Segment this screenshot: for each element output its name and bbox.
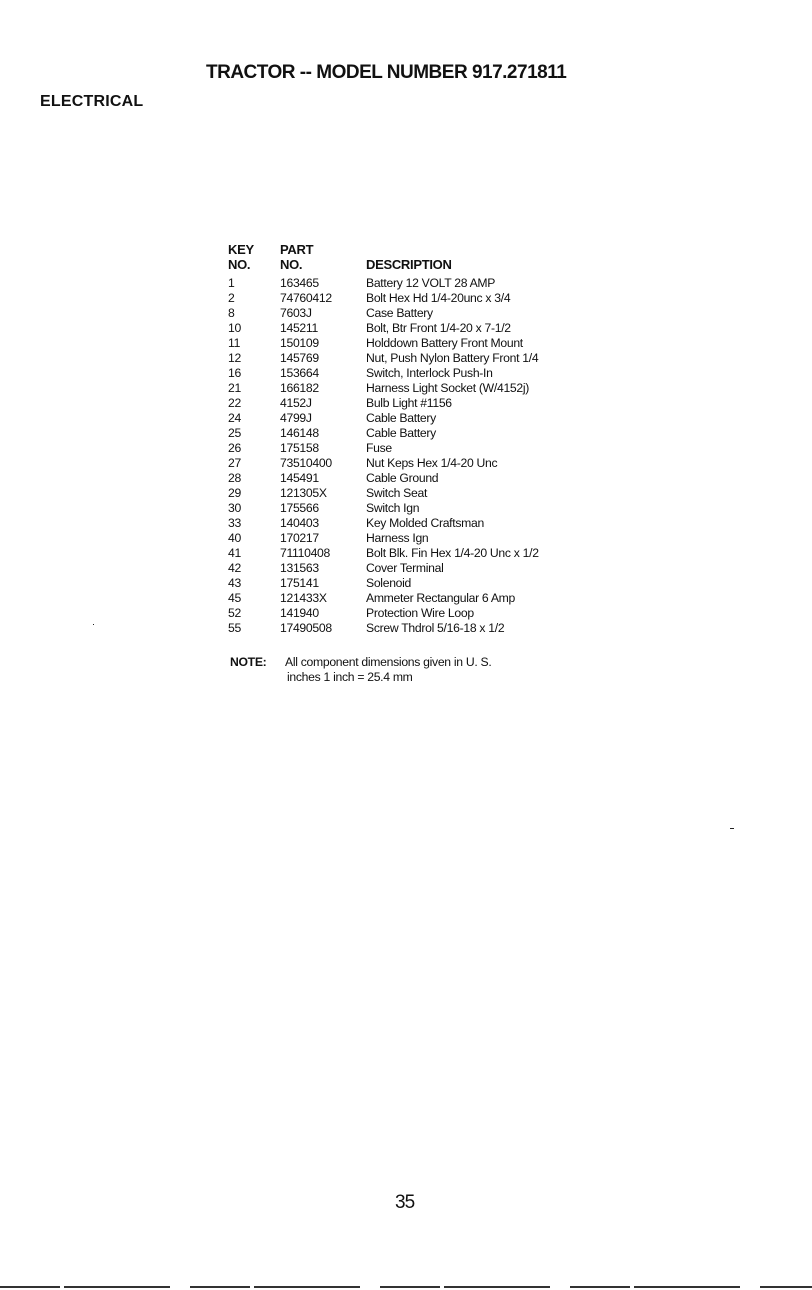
part-cell: 145211 (280, 321, 318, 335)
part-cell: 163465 (280, 276, 319, 290)
description-cell: Cable Ground (366, 471, 439, 485)
description-cell: Solenoid (366, 576, 412, 590)
description-cell: Harness Ign (366, 531, 429, 545)
key-cell: 11 (228, 336, 241, 350)
part-cell: 150109 (280, 336, 319, 350)
part-cell: 71110408 (280, 546, 331, 560)
bottom-scan-edge (0, 1286, 812, 1288)
description-cell: Switch Seat (366, 486, 428, 500)
key-cell: 8 (228, 306, 235, 320)
note-label: NOTE: (230, 655, 267, 669)
part-cell: 140403 (280, 516, 319, 530)
description-cell: Cover Terminal (366, 561, 444, 575)
key-cell: 21 (228, 381, 241, 395)
description-cell: Fuse (366, 441, 392, 455)
part-cell: 146148 (280, 426, 319, 440)
part-cell: 73510400 (280, 456, 332, 470)
key-cell: 25 (228, 426, 241, 440)
key-header-no: NO. (228, 257, 251, 272)
description-cell: Nut Keps Hex 1/4-20 Unc (366, 456, 498, 470)
key-cell: 30 (228, 501, 241, 515)
part-cell: 131563 (280, 561, 319, 575)
key-cell: 2 (228, 291, 235, 305)
part-cell: 145491 (280, 471, 319, 485)
description-cell: Harness Light Socket (W/4152j) (366, 381, 530, 395)
key-cell: 40 (228, 531, 241, 545)
part-cell: 17490508 (280, 621, 332, 635)
description-cell: Bulb Light #1156 (366, 396, 452, 410)
key-cell: 16 (228, 366, 241, 380)
part-cell: 170217 (280, 531, 319, 545)
key-cell: 33 (228, 516, 241, 530)
part-header: PART (280, 242, 314, 257)
description-cell: Case Battery (366, 306, 433, 320)
key-cell: 22 (228, 396, 241, 410)
part-cell: 7603J (280, 306, 312, 320)
scan-speck (730, 828, 734, 829)
description-cell: Key Molded Craftsman (366, 516, 484, 530)
description-cell: Cable Battery (366, 426, 436, 440)
key-cell: 41 (228, 546, 241, 560)
description-cell: Switch Ign (366, 501, 420, 515)
key-cell: 45 (228, 591, 241, 605)
key-cell: 24 (228, 411, 241, 425)
key-cell: 26 (228, 441, 241, 455)
key-cell: 12 (228, 351, 241, 365)
part-cell: 145769 (280, 351, 319, 365)
part-cell: 141940 (280, 606, 319, 620)
description-cell: Bolt Blk. Fin Hex 1/4-20 Unc x 1/2 (366, 546, 539, 560)
part-cell: 121433X (280, 591, 327, 605)
part-cell: 166182 (280, 381, 319, 395)
part-header-no: NO. (280, 257, 303, 272)
key-cell: 10 (228, 321, 241, 335)
description-cell: Cable Battery (366, 411, 436, 425)
description-cell: Battery 12 VOLT 28 AMP (366, 276, 496, 290)
key-cell: 1 (228, 276, 235, 290)
key-cell: 42 (228, 561, 241, 575)
description-header: DESCRIPTION (366, 257, 452, 272)
key-header: KEY (228, 242, 254, 257)
part-cell: 4799J (280, 411, 312, 425)
key-cell: 29 (228, 486, 241, 500)
note-line-1: All component dimensions given in U. S. (285, 655, 492, 669)
description-cell: Switch, Interlock Push-In (366, 366, 493, 380)
part-cell: 74760412 (280, 291, 332, 305)
description-cell: Bolt, Btr Front 1/4-20 x 7-1/2 (366, 321, 511, 335)
key-cell: 43 (228, 576, 241, 590)
note-line-2: inches 1 inch = 25.4 mm (287, 670, 413, 684)
key-cell: 27 (228, 456, 241, 470)
key-cell: 52 (228, 606, 241, 620)
key-cell: 28 (228, 471, 241, 485)
key-cell: 55 (228, 621, 241, 635)
part-cell: 175158 (280, 441, 319, 455)
description-cell: Protection Wire Loop (366, 606, 474, 620)
description-cell: Holddown Battery Front Mount (366, 336, 523, 350)
description-cell: Screw Thdrol 5/16-18 x 1/2 (366, 621, 505, 635)
part-cell: 175566 (280, 501, 319, 515)
scan-speck (93, 624, 94, 625)
description-cell: Nut, Push Nylon Battery Front 1/4 (366, 351, 539, 365)
description-cell: Bolt Hex Hd 1/4-20unc x 3/4 (366, 291, 511, 305)
part-cell: 153664 (280, 366, 319, 380)
part-cell: 4152J (280, 396, 312, 410)
description-cell: Ammeter Rectangular 6 Amp (366, 591, 515, 605)
page-number: 35 (395, 1192, 415, 1213)
page-title: TRACTOR -- MODEL NUMBER 917.271811 (206, 62, 567, 83)
section-heading: ELECTRICAL (40, 93, 144, 110)
part-cell: 121305X (280, 486, 327, 500)
part-cell: 175141 (280, 576, 319, 590)
